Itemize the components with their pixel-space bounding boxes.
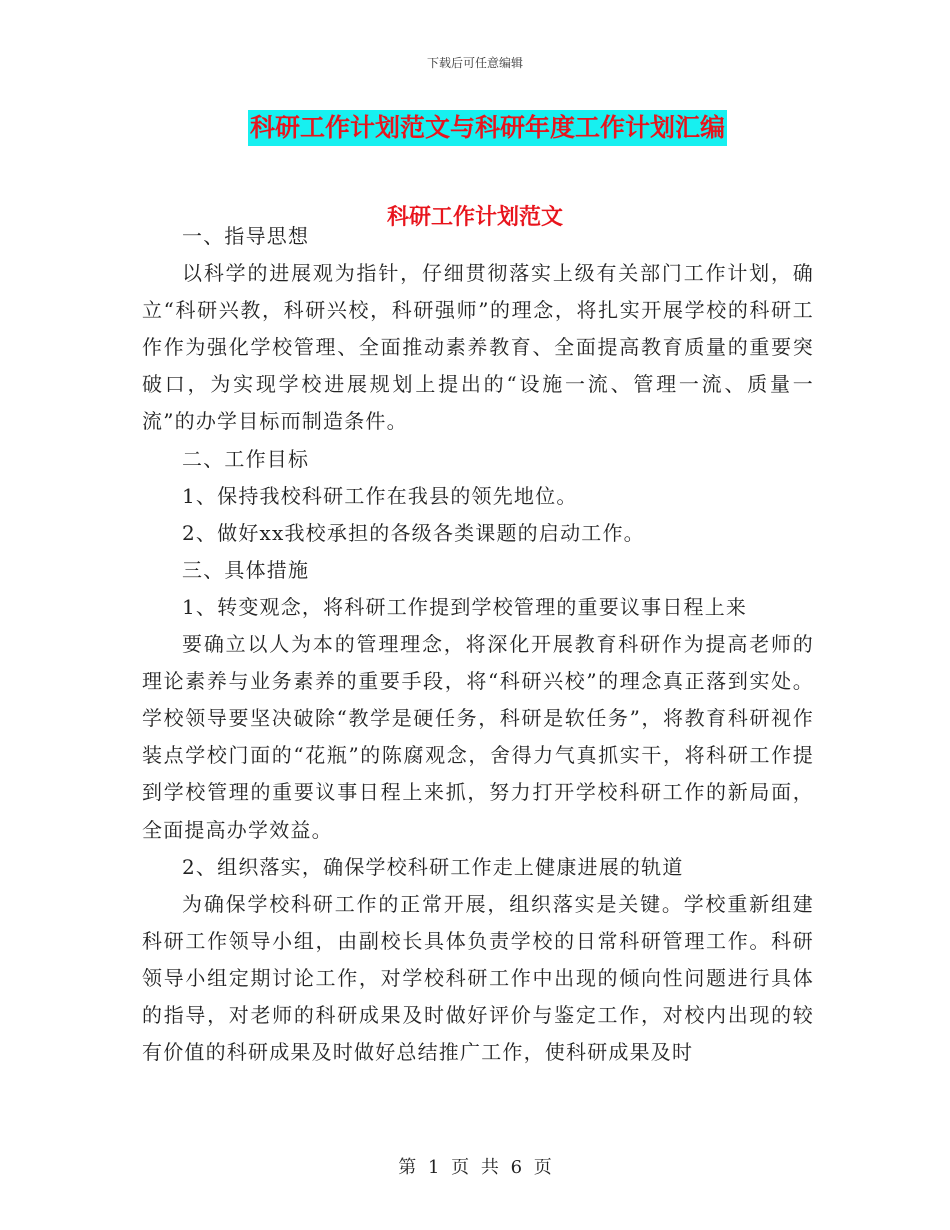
section-title: 科研工作计划范文 (386, 204, 563, 230)
measure-heading-1: 1、转变观念，将科研工作提到学校管理的重要议事日程上来 (182, 594, 748, 619)
header-note: 下载后可任意编辑 (426, 56, 523, 70)
measure-paragraph-1: 要确立以人为本的管理理念，将深化开展教育科研作为提高老师的理论素养与业务素养的重要手段，将“科研兴校”的理念真正落到实处。学校领导要坚决破除“教学是硬任务，科研是软任务”，将教育科研视作装点学校门面的“花瓶”的陈腐观念，舍得力气真抓实干，将科研工作提到学校管理的重要议事日程上来抓，努力打开学校科研工作的新局面，全面提高办学效益。 (142, 632, 814, 842)
heading-guiding-ideology: 一、指导思想 (182, 224, 310, 248)
goal-item-1: 1、保持我校科研工作在我县的领先地位。 (182, 483, 578, 508)
heading-specific-measures: 三、具体措施 (182, 557, 310, 582)
document-title: 科研工作计划范文与科研年度工作计划汇编 (248, 110, 727, 146)
measure-paragraph-2: 为确保学校科研工作的正常开展，组织落实是关键。学校重新组建科研工作领导小组，由副校长具体负责学校的日常科研管理工作。科研领导小组定期讨论工作，对学校科研工作中出现的倾向性问题进行具体的指导，对老师的科研成果及时做好评价与鉴定工作，对校内出现的较有价值的科研成果及时做好总结推广工作，使科研成果及时 (142, 891, 814, 1065)
paragraph-guiding-ideology: 以科学的进展观为指针，仔细贯彻落实上级有关部门工作计划，确立“科研兴教，科研兴校，科研强师”的理念，将扎实开展学校的科研工作作为强化学校管理、全面推动素养教育、全面提高教育质量的重要突破口，为实现学校进展规划上提出的“设施一流、管理一流、质量一流”的办学目标而制造条件。 (142, 261, 814, 434)
heading-work-goals: 二、工作目标 (182, 446, 310, 471)
page-number-footer: 第 1 页 共 6 页 (398, 1157, 552, 1178)
goal-item-2: 2、做好xx我校承担的各级各类课题的启动工作。 (182, 520, 645, 545)
measure-heading-2: 2、组织落实，确保学校科研工作走上健康进展的轨道 (182, 854, 684, 879)
document-body (142, 218, 814, 1071)
